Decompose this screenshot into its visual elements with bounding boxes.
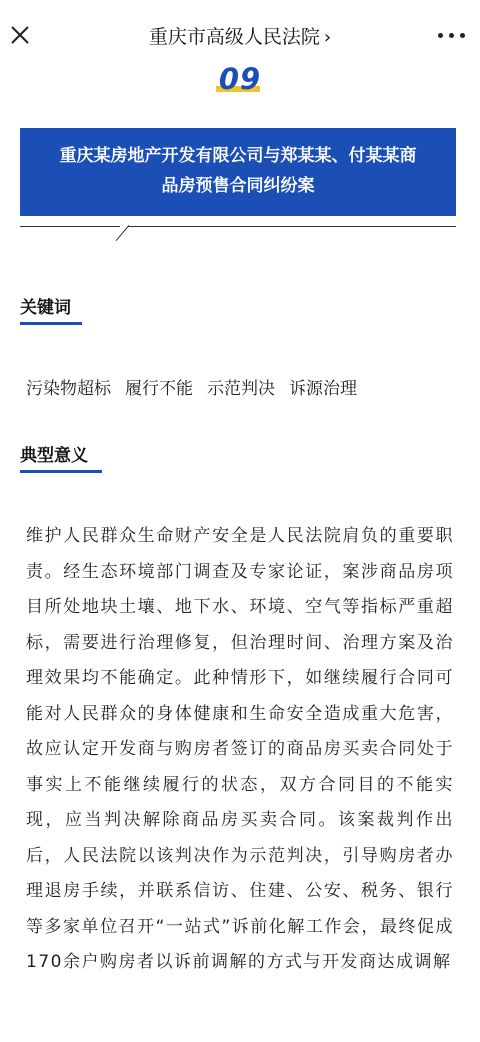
keywords-heading-underline [20,322,82,325]
case-title-line-1: 重庆某房地产开发有限公司与郑某某、付某某商 [59,146,417,166]
keywords-list [26,374,371,399]
account-title-link[interactable] [0,22,480,49]
divider-slash [116,225,130,241]
divider-line-left [20,226,120,227]
top-navigation-bar [0,0,480,70]
account-title[interactable]: 重庆市高级人民法院 [148,26,320,48]
case-title-banner [20,128,456,216]
case-number: 09 [218,62,262,96]
significance-body-text: 维护人民群众生命财产安全是人民法院肩负的重要职责。经生态环境部门调查及专家论证，案涉商品房项目所处地块土壤、地下水、环境、空气等指标严重超标，需要进行治理修复，但治理时间、治理方案及治理效果均不能确定。此种情形下，如继续履行合同可能对人民群众的身体健康和生命安全造成重大危害，故应认定开发商与购房者签订的商品房买卖合同处于事实上不能继续履行的状态，双方合同目的不能实现，应当判决解除商品房买卖合同。该案裁判作出后，人民法院以该判决作为示范判决，引导购房者办理退房手续，并联系信访、住建、公安、税务、银行等多家单位召开“一站式”诉前化解工作会，最终促成170余户购房者以诉前调解的方式与开发商达成调解 [26,526,454,972]
keyword-item: 诉源治理 [289,379,357,399]
keyword-item: 履行不能 [125,379,193,399]
chevron-right-icon: › [323,27,332,48]
significance-heading: 典型意义 [20,446,88,466]
keywords-heading: 关键词 [20,298,71,318]
case-title-line-2: 品房预售合同纠纷案 [161,176,315,196]
more-options-icon[interactable] [438,27,466,43]
significance-heading-underline [20,470,102,473]
keyword-item: 污染物超标 [26,379,111,399]
divider-line-right [128,226,456,227]
keyword-item: 示范判决 [207,379,275,399]
